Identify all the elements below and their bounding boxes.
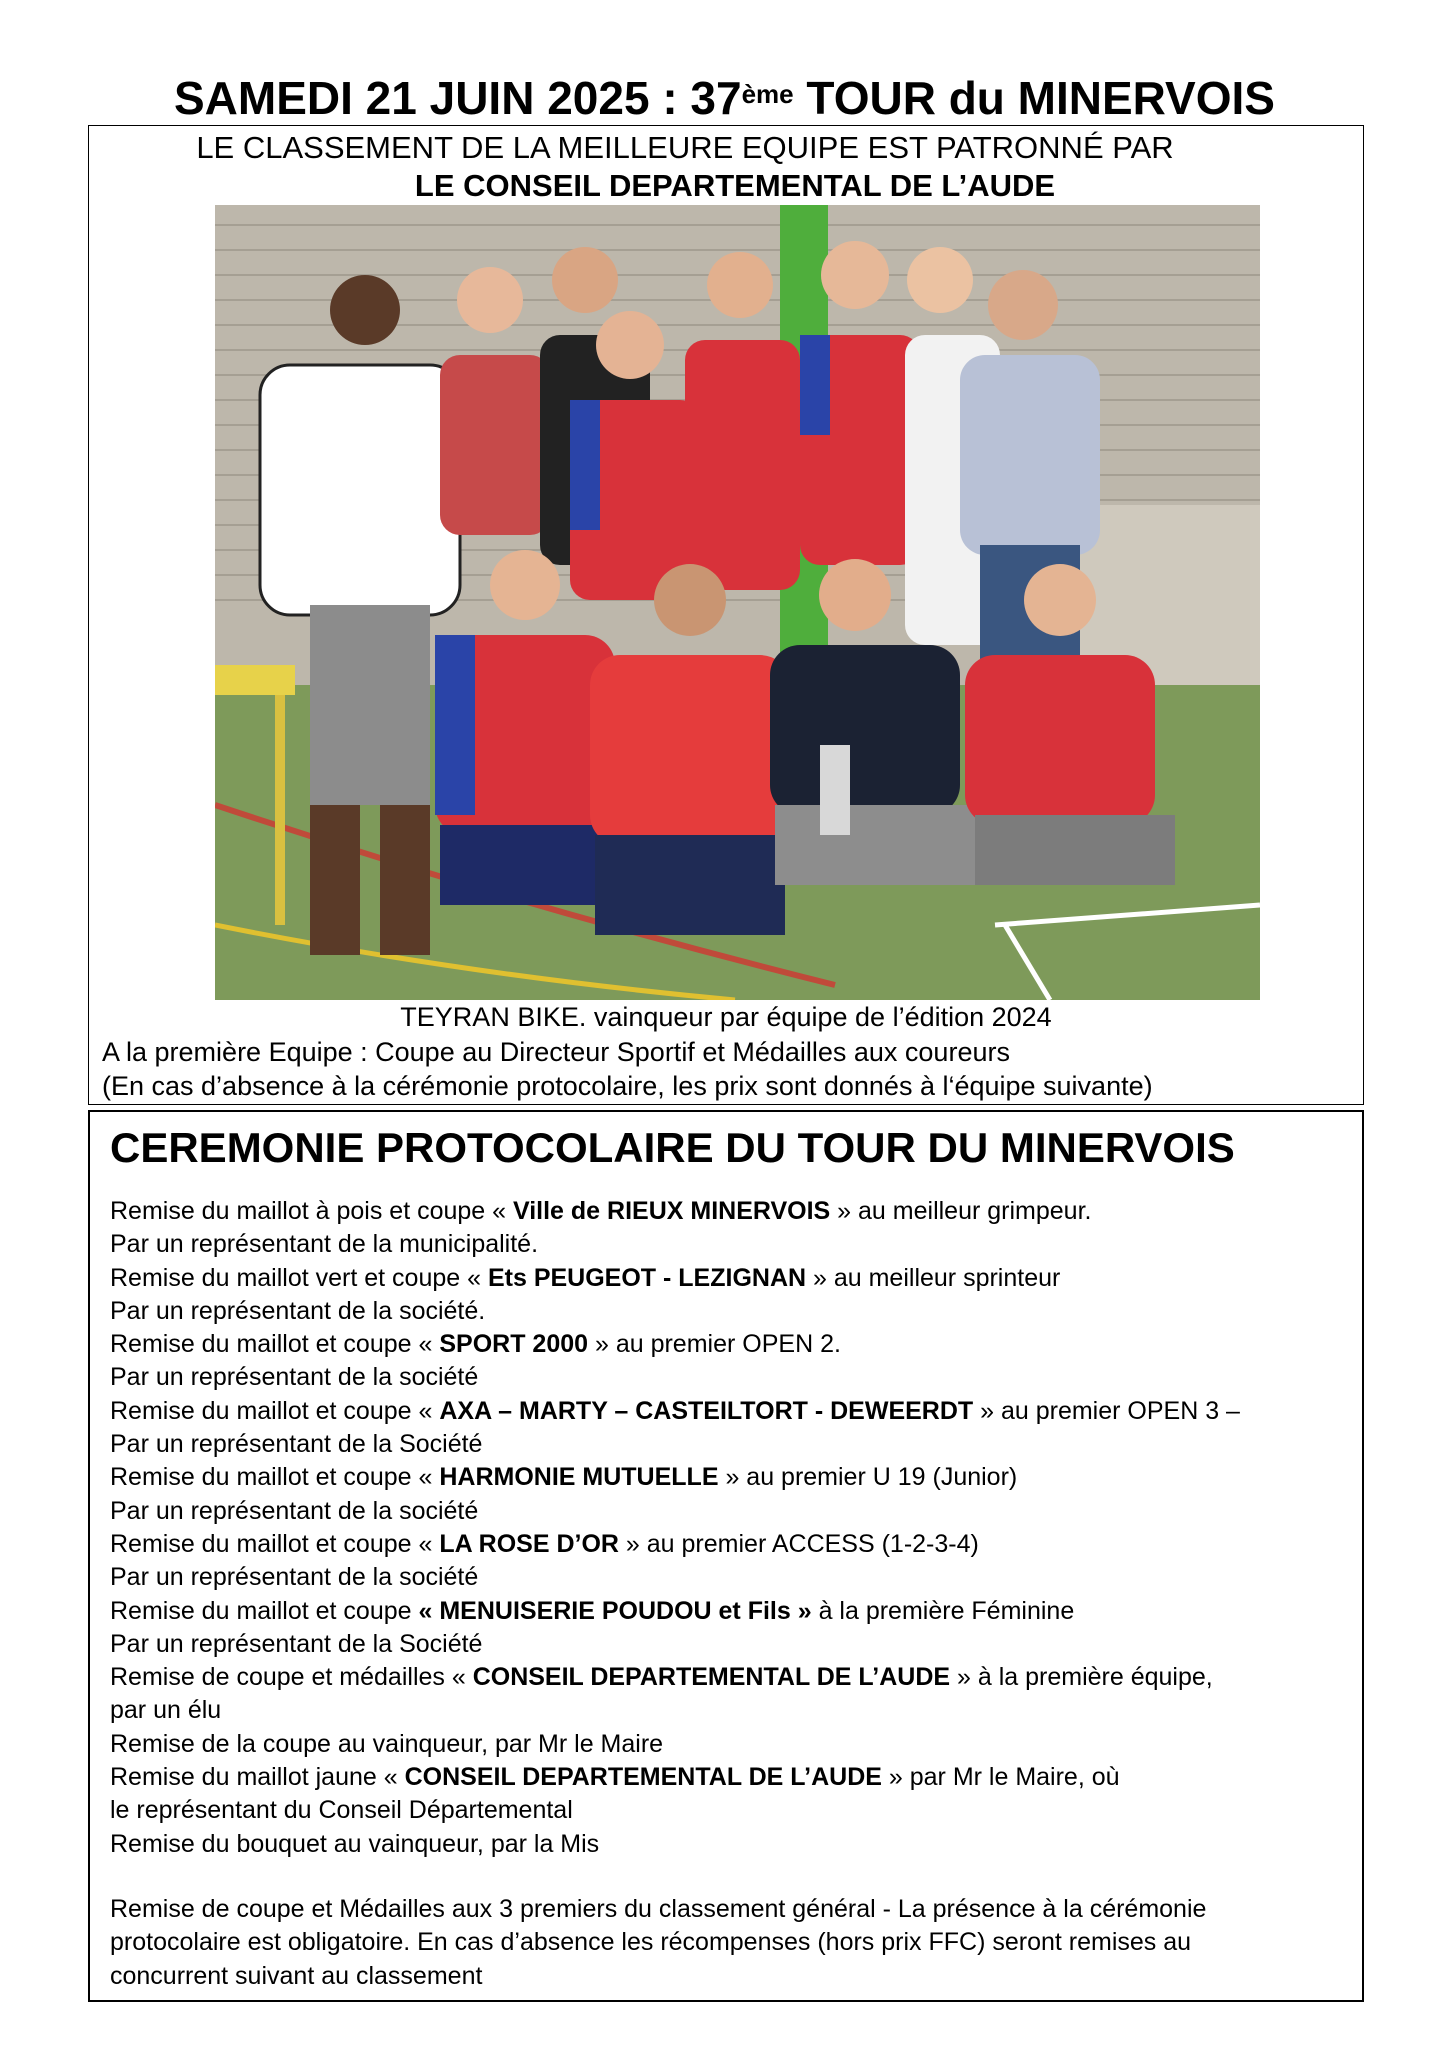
ceremony-line: Remise du maillot et coupe « SPORT 2000 » au premier OPEN 2.: [110, 1330, 841, 1359]
ceremony-line: Remise du maillot jaune « CONSEIL DEPARTEMENTAL DE L’AUDE » par Mr le Maire, où: [110, 1763, 1120, 1792]
ceremony-line: Remise du maillot et coupe « LA ROSE D’OR » au premier ACCESS (1-2-3-4): [110, 1529, 979, 1558]
ceremony-line: Remise du maillot vert et coupe « Ets PEUGEOT - LEZIGNAN » au meilleur sprinteur: [110, 1263, 1061, 1292]
general-classification-note: [110, 1893, 1350, 1993]
ceremony-line: Remise du bouquet au vainqueur, par la Mis: [110, 1829, 600, 1858]
ceremony-line: Remise de la coupe au vainqueur, par Mr le Maire: [110, 1729, 664, 1758]
ceremony-heading: CEREMONIE PROTOCOLAIRE DU TOUR DU MINERVOIS: [110, 1124, 1235, 1171]
team-photo: [215, 205, 1260, 1000]
ceremony-line: Remise du maillot et coupe « AXA – MARTY – CASTEILTORT - DEWEERDT » au premier OPEN 3 –: [110, 1396, 1240, 1425]
absence-note: (En cas d’absence à la cérémonie protocolaire, les prix sont donnés à l‘équipe suivante): [102, 1071, 1153, 1101]
ceremony-line: Remise du maillot et coupe « MENUISERIE POUDOU et Fils » à la première Féminine: [110, 1596, 1075, 1625]
ceremony-line: par un élu: [110, 1696, 222, 1725]
ceremony-line: Par un représentant de la municipalité.: [110, 1230, 539, 1259]
ceremony-line: Par un représentant de la Société: [110, 1430, 483, 1459]
sponsor-line-1: LE CLASSEMENT DE LA MEILLEURE EQUIPE EST PATRONNÉ PAR: [196, 130, 1174, 165]
ceremony-line: Remise du maillot et coupe « HARMONIE MUTUELLE » au premier U 19 (Junior): [110, 1463, 1018, 1492]
ceremony-list: [110, 1195, 1350, 1861]
page-title: SAMEDI 21 JUIN 2025 : 37ème TOUR du MINERVOIS: [174, 72, 1275, 124]
ceremony-line: Par un représentant de la société: [110, 1563, 479, 1592]
team-prize-text: A la première Equipe : Coupe au Directeur Sportif et Médailles aux coureurs: [102, 1037, 1010, 1067]
ceremony-line: Par un représentant de la Société: [110, 1629, 483, 1658]
ceremony-line: Remise de coupe et médailles « CONSEIL DEPARTEMENTAL DE L’AUDE » à la première équipe,: [110, 1663, 1213, 1692]
ceremony-line: Par un représentant de la société.: [110, 1296, 486, 1325]
sponsor-line-2: LE CONSEIL DEPARTEMENTAL DE L’AUDE: [414, 168, 1056, 203]
ceremony-line: Par un représentant de la société: [110, 1363, 479, 1392]
photo-caption: TEYRAN BIKE. vainqueur par équipe de l’édition 2024: [400, 1002, 1052, 1032]
note-line: Remise de coupe et Médailles aux 3 premiers du classement général - La présence à la cérémonie: [110, 1895, 1207, 1923]
note-line: protocolaire est obligatoire. En cas d’absence les récompenses (hors prix FFC) seront remises au: [110, 1928, 1192, 1957]
ceremony-line: le représentant du Conseil Départemental: [110, 1796, 573, 1825]
ceremony-line: Remise du maillot à pois et coupe « Ville de RIEUX MINERVOIS » au meilleur grimpeur.: [110, 1197, 1092, 1225]
ceremony-line: Par un représentant de la société: [110, 1496, 479, 1525]
note-line: concurrent suivant au classement: [110, 1961, 483, 1990]
